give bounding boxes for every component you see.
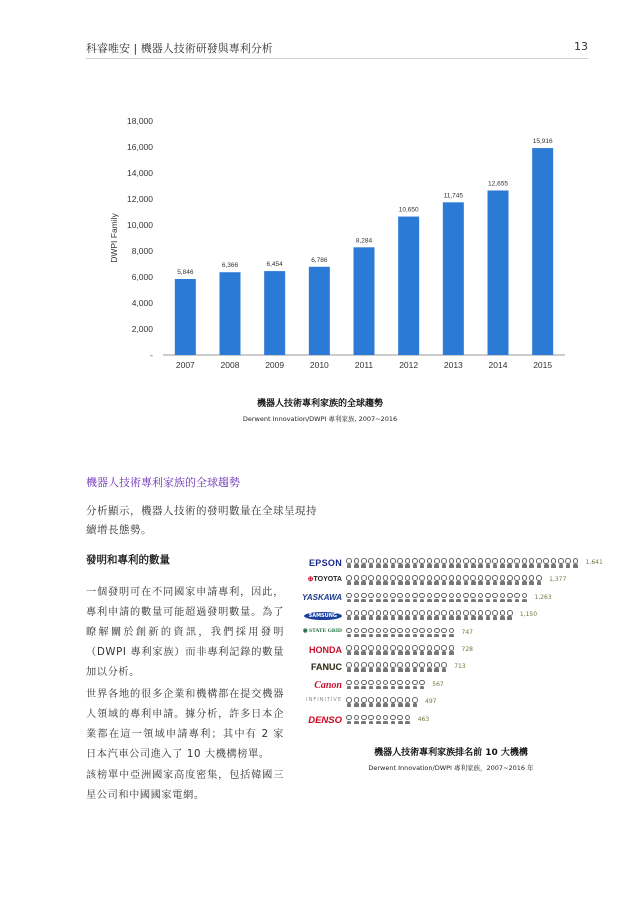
person-icon	[463, 610, 470, 620]
top10-ranking-chart	[296, 556, 606, 730]
person-icon	[521, 558, 528, 568]
paragraph-3: 該榜單中亞洲國家高度密集，包括韓國三星公司和中國國家電網。	[86, 770, 284, 801]
person-icon	[514, 575, 521, 585]
paragraph-1: 一個發明可在不同國家申請專利，因此，專利申請的數量可能超過發明數量。為了瞭解關於創新的資訊，我們採用發明（DWPI 專利家族）而非專利記錄的數量加以分析。	[86, 587, 284, 678]
person-icon	[361, 645, 368, 655]
ranking-row	[296, 591, 606, 608]
person-icon	[353, 645, 360, 655]
person-icon	[434, 645, 441, 655]
person-icon	[470, 593, 477, 603]
x-tick-label: 2015	[533, 360, 553, 370]
person-icon	[550, 558, 557, 568]
ranking-value: 1,263	[534, 593, 552, 601]
bar	[398, 217, 419, 355]
person-icon	[368, 628, 375, 638]
person-icon	[441, 593, 448, 603]
ranking-caption: 機器人技術專利家族排名前 10 大機構	[374, 748, 528, 758]
person-icon	[346, 575, 353, 585]
bar-value-label: 5,846	[177, 269, 194, 277]
person-icon	[397, 610, 404, 620]
person-icon	[477, 575, 484, 585]
person-icon	[375, 680, 382, 690]
person-icon	[536, 558, 543, 568]
person-icon	[412, 662, 419, 672]
inventor-icons	[346, 558, 580, 569]
person-icon	[434, 558, 441, 568]
patent-family-bar-chart	[0, 0, 640, 390]
person-icon	[368, 593, 375, 603]
x-tick-label: 2014	[488, 360, 508, 370]
person-icon	[353, 628, 360, 638]
chart-caption: 機器人技術專利家族的全球趨勢	[256, 399, 383, 409]
person-icon	[375, 558, 382, 568]
header-title: 科睿唯安 | 機器人技術研發與專利分析	[86, 42, 273, 55]
person-icon	[382, 610, 389, 620]
person-icon	[419, 575, 426, 585]
person-icon	[412, 628, 419, 638]
person-icon	[455, 558, 462, 568]
x-tick-label: 2008	[220, 360, 240, 370]
ranking-value: 1,150	[519, 611, 538, 619]
person-icon	[397, 715, 404, 725]
bar-value-label: 8,284	[355, 237, 373, 245]
person-icon	[426, 593, 433, 603]
person-icon	[485, 593, 492, 603]
person-icon	[426, 662, 433, 672]
person-icon	[434, 628, 441, 638]
person-icon	[361, 558, 368, 568]
person-icon	[346, 645, 353, 655]
person-icon	[397, 662, 404, 672]
person-icon	[477, 558, 484, 568]
person-icon	[565, 558, 572, 568]
person-icon	[455, 610, 462, 620]
person-icon	[397, 575, 404, 585]
ranking-value: 497	[425, 698, 437, 706]
ranking-row	[296, 643, 606, 660]
ranking-row	[296, 695, 606, 712]
person-icon	[361, 715, 368, 725]
yaskawa-logo: YASKAWA	[302, 592, 342, 602]
person-icon	[528, 575, 535, 585]
person-icon	[448, 593, 455, 603]
ranking-source: Derwent Innovation/DWPI 專利家族，2007~2016 年	[368, 764, 534, 772]
y-tick-label: 4,000	[131, 298, 153, 308]
person-icon	[368, 680, 375, 690]
x-tick-label: 2011	[354, 360, 374, 370]
person-icon	[507, 558, 514, 568]
person-icon	[397, 680, 404, 690]
person-icon	[404, 575, 411, 585]
person-icon	[361, 697, 368, 707]
person-icon	[404, 628, 411, 638]
person-icon	[441, 575, 448, 585]
person-icon	[397, 697, 404, 707]
person-icon	[463, 558, 470, 568]
y-tick-label: -	[150, 350, 153, 360]
ranking-value: 463	[417, 715, 430, 723]
y-tick-label: 8,000	[131, 246, 153, 256]
person-icon	[521, 593, 528, 603]
y-tick-label: 2,000	[131, 324, 153, 334]
person-icon	[419, 680, 426, 690]
subheading: 發明和專利的數量	[86, 554, 170, 566]
person-icon	[492, 593, 499, 603]
person-icon	[382, 715, 389, 725]
person-icon	[390, 697, 397, 707]
person-icon	[507, 610, 514, 620]
person-icon	[368, 558, 375, 568]
person-icon	[375, 610, 382, 620]
person-icon	[543, 558, 550, 568]
person-icon	[390, 558, 397, 568]
person-icon	[368, 697, 375, 707]
person-icon	[434, 610, 441, 620]
bar	[264, 271, 285, 355]
person-icon	[426, 645, 433, 655]
intro-text: 分析顯示，機器人技術的發明數量在全球呈現持續增長態勢。	[86, 505, 317, 536]
bar-value-label: 6,454	[266, 261, 283, 269]
person-icon	[455, 575, 462, 585]
bar-value-label: 11,745	[443, 192, 464, 200]
person-icon	[397, 593, 404, 603]
person-icon	[404, 697, 411, 707]
person-icon	[455, 593, 462, 603]
y-tick-label: 14,000	[127, 168, 153, 178]
person-icon	[441, 662, 448, 672]
person-icon	[521, 575, 528, 585]
person-icon	[499, 575, 506, 585]
person-icon	[448, 628, 455, 638]
person-icon	[448, 558, 455, 568]
person-icon	[346, 662, 353, 672]
person-icon	[353, 680, 360, 690]
person-icon	[375, 575, 382, 585]
person-icon	[390, 628, 397, 638]
person-icon	[434, 593, 441, 603]
person-icon	[361, 610, 368, 620]
person-icon	[558, 558, 565, 568]
person-icon	[419, 593, 426, 603]
person-icon	[404, 558, 411, 568]
person-icon	[441, 645, 448, 655]
ranking-value: 1,377	[549, 576, 567, 584]
person-icon	[353, 715, 360, 725]
inventor-icons	[346, 680, 426, 691]
canon-logo: Canon	[314, 679, 342, 691]
person-icon	[397, 558, 404, 568]
bar	[443, 202, 464, 355]
person-icon	[346, 715, 353, 725]
person-icon	[426, 575, 433, 585]
person-icon	[470, 610, 477, 620]
person-icon	[368, 715, 375, 725]
person-icon	[434, 575, 441, 585]
fanuc-logo: FANUC	[311, 662, 342, 673]
person-icon	[412, 645, 419, 655]
person-icon	[412, 610, 419, 620]
person-icon	[426, 558, 433, 568]
person-icon	[412, 593, 419, 603]
person-icon	[390, 715, 397, 725]
honda-logo: HONDA	[309, 644, 342, 655]
inventor-icons	[346, 697, 419, 708]
person-icon	[470, 575, 477, 585]
person-icon	[404, 715, 411, 725]
x-tick-label: 2007	[175, 360, 195, 370]
person-icon	[353, 575, 360, 585]
bar	[220, 272, 241, 355]
person-icon	[382, 628, 389, 638]
person-icon	[390, 610, 397, 620]
person-icon	[492, 610, 499, 620]
person-icon	[353, 697, 360, 707]
person-icon	[485, 575, 492, 585]
person-icon	[346, 610, 353, 620]
page-number: 13	[574, 40, 588, 53]
person-icon	[419, 558, 426, 568]
ranking-value: 567	[432, 680, 444, 688]
bar-value-label: 12,655	[488, 180, 508, 188]
y-tick-label: 12,000	[127, 194, 153, 204]
samsung-logo: SAMSUNG	[296, 610, 342, 620]
person-icon	[346, 558, 353, 568]
person-icon	[361, 680, 368, 690]
person-icon	[375, 697, 382, 707]
person-icon	[361, 628, 368, 638]
y-tick-label: 16,000	[127, 142, 153, 152]
person-icon	[404, 680, 411, 690]
person-icon	[499, 610, 506, 620]
person-icon	[441, 610, 448, 620]
inventor-icons	[346, 662, 448, 673]
chart-source: Derwent Innovation/DWPI 專利家族, 2007~2016	[242, 415, 398, 423]
person-icon	[441, 628, 448, 638]
bar-value-label: 10,650	[398, 206, 419, 214]
y-tick-label: 18,000	[127, 116, 153, 126]
person-icon	[448, 575, 455, 585]
x-tick-label: 2009	[265, 360, 285, 370]
bar	[488, 190, 509, 355]
person-icon	[404, 610, 411, 620]
infinitive-logo: INFINITIVE	[306, 697, 342, 704]
person-icon	[419, 610, 426, 620]
bar-value-label: 6,786	[311, 256, 328, 264]
person-icon	[346, 697, 353, 707]
ranking-row	[296, 713, 606, 730]
person-icon	[448, 610, 455, 620]
person-icon	[448, 645, 455, 655]
person-icon	[485, 610, 492, 620]
inventor-icons	[346, 645, 455, 656]
person-icon	[382, 575, 389, 585]
ranking-value: 1,641	[585, 559, 603, 566]
person-icon	[412, 680, 419, 690]
person-icon	[499, 558, 506, 568]
person-icon	[368, 575, 375, 585]
person-icon	[507, 575, 514, 585]
person-icon	[353, 610, 360, 620]
person-icon	[397, 628, 404, 638]
person-icon	[375, 662, 382, 672]
person-icon	[390, 575, 397, 585]
person-icon	[426, 628, 433, 638]
person-icon	[477, 593, 484, 603]
bar-value-label: 6,366	[221, 262, 239, 270]
ranking-value: 747	[461, 628, 473, 636]
person-icon	[390, 593, 397, 603]
person-icon	[346, 680, 353, 690]
person-icon	[390, 662, 397, 672]
ranking-row	[296, 573, 606, 590]
ranking-row	[296, 678, 606, 695]
inventor-icons	[346, 575, 543, 586]
toyota-logo: ⊕TOYOTA	[307, 576, 342, 584]
person-icon	[492, 575, 499, 585]
person-icon	[361, 593, 368, 603]
person-icon	[390, 680, 397, 690]
ranking-row	[296, 608, 606, 625]
inventor-icons	[346, 628, 455, 639]
ranking-value: 713	[454, 663, 466, 671]
person-icon	[382, 558, 389, 568]
inventor-icons	[346, 610, 514, 621]
person-icon	[470, 558, 477, 568]
person-icon	[346, 593, 353, 603]
person-icon	[404, 645, 411, 655]
toyota-emblem-icon: ⊕	[307, 576, 314, 584]
person-icon	[463, 593, 470, 603]
person-icon	[375, 715, 382, 725]
person-icon	[353, 558, 360, 568]
person-icon	[397, 645, 404, 655]
state-grid-logo: ◉ STATE GRID	[302, 627, 342, 634]
person-icon	[426, 610, 433, 620]
person-icon	[390, 645, 397, 655]
person-icon	[404, 662, 411, 672]
person-icon	[368, 610, 375, 620]
person-icon	[477, 610, 484, 620]
bar	[175, 279, 196, 355]
person-icon	[572, 558, 579, 568]
ranking-row	[296, 556, 606, 573]
person-icon	[536, 575, 543, 585]
person-icon	[382, 697, 389, 707]
x-tick-label: 2010	[309, 360, 329, 370]
person-icon	[492, 558, 499, 568]
person-icon	[419, 645, 426, 655]
person-icon	[382, 593, 389, 603]
person-icon	[434, 662, 441, 672]
person-icon	[375, 628, 382, 638]
y-axis-label: DWPI Family	[109, 213, 119, 263]
person-icon	[485, 558, 492, 568]
person-icon	[368, 645, 375, 655]
person-icon	[382, 645, 389, 655]
bar	[532, 148, 553, 355]
ranking-row	[296, 660, 606, 677]
person-icon	[353, 593, 360, 603]
ranking-value: 728	[461, 645, 473, 653]
person-icon	[375, 645, 382, 655]
person-icon	[419, 662, 426, 672]
person-icon	[514, 558, 521, 568]
person-icon	[507, 593, 514, 603]
epson-logo: EPSON	[308, 558, 342, 568]
person-icon	[346, 628, 353, 638]
state-grid-emblem-icon: ◉	[302, 627, 308, 634]
person-icon	[382, 680, 389, 690]
person-icon	[412, 697, 419, 707]
person-icon	[375, 593, 382, 603]
y-tick-label: 10,000	[127, 220, 153, 230]
person-icon	[361, 575, 368, 585]
person-icon	[528, 558, 535, 568]
x-tick-label: 2013	[443, 360, 463, 370]
inventor-icons	[346, 593, 528, 604]
person-icon	[499, 593, 506, 603]
person-icon	[382, 662, 389, 672]
denso-logo: DENSO	[308, 714, 342, 726]
person-icon	[412, 575, 419, 585]
person-icon	[404, 593, 411, 603]
person-icon	[412, 558, 419, 568]
bar	[309, 267, 330, 355]
person-icon	[514, 593, 521, 603]
section-title: 機器人技術專利家族的全球趨勢	[86, 476, 240, 489]
inventor-icons	[346, 715, 412, 726]
x-tick-label: 2012	[399, 360, 419, 370]
paragraph-2: 世界各地的很多企業和機構都在提交機器人領域的專利申請。據分析，許多日本企業都在這一領域申請專利；其中有 2 家日本汽車公司進入了 10 大機構榜單。	[86, 689, 284, 760]
person-icon	[463, 575, 470, 585]
y-tick-label: 6,000	[131, 272, 153, 282]
bar-value-label: 15,916	[532, 138, 553, 146]
ranking-row	[296, 626, 606, 643]
person-icon	[353, 662, 360, 672]
person-icon	[368, 662, 375, 672]
person-icon	[419, 628, 426, 638]
person-icon	[361, 662, 368, 672]
person-icon	[441, 558, 448, 568]
bar	[354, 247, 375, 355]
